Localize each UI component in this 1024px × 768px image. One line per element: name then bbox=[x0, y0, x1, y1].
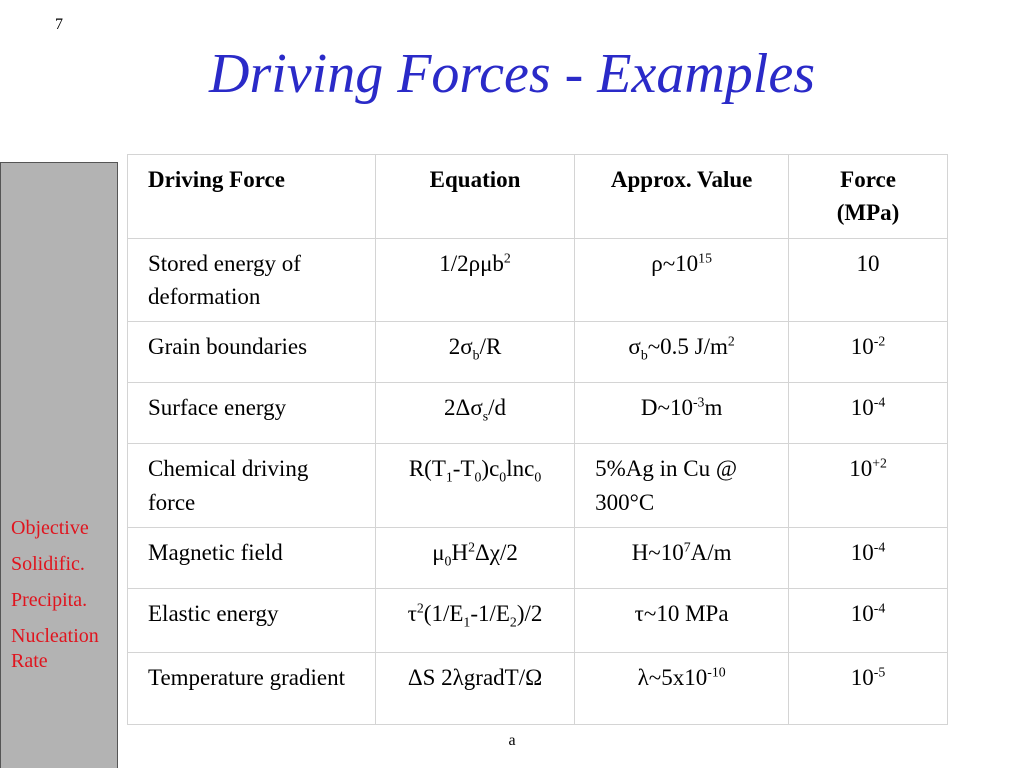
cell-force-mpa: $10^{-4}$ bbox=[789, 589, 948, 653]
cell-equation: $\mu_0H^2\Delta\chi/2$ bbox=[375, 528, 574, 589]
cell-force-mpa: $10^{-4}$ bbox=[789, 528, 948, 589]
cell-approx-value: $\sigma_b\sim 0.5$ $J/m^2$ bbox=[575, 322, 789, 383]
cell-approx-value: τ~10 MPa bbox=[575, 589, 789, 653]
sidebar-link-precipita[interactable]: Precipita. bbox=[11, 589, 88, 611]
header-force-mpa: Force (MPa) bbox=[789, 155, 948, 239]
sidebar-link-nucleation[interactable]: Nucleation bbox=[11, 625, 99, 647]
cell-driving-force: Chemical driving force bbox=[128, 444, 376, 528]
cell-equation: $2\Delta\sigma_s/d$ bbox=[375, 383, 574, 444]
slide-title: Driving Forces - Examples bbox=[209, 43, 815, 105]
cell-approx-value: $H\sim 10^7A/m$ bbox=[575, 528, 789, 589]
cell-approx-value: 5%Ag in Cu @ 300°C bbox=[575, 444, 789, 528]
table-header-row bbox=[128, 155, 948, 239]
cell-driving-force: Elastic energy bbox=[128, 589, 376, 653]
cell-force-mpa: $10^{+2}$ bbox=[789, 444, 948, 528]
cell-approx-value: $\lambda\sim 5x10^{-10}$ bbox=[575, 653, 789, 725]
cell-approx-value: $\rho\sim 10^{15}$ bbox=[575, 238, 789, 322]
sidebar-link-objective[interactable]: Objective bbox=[11, 517, 89, 539]
table-row bbox=[128, 444, 948, 528]
slide-number: 7 bbox=[55, 16, 63, 33]
cell-force-mpa: 10 bbox=[789, 238, 948, 322]
table-body bbox=[128, 238, 948, 724]
sidebar-link-rate[interactable]: Rate bbox=[11, 650, 48, 672]
table-row bbox=[128, 528, 948, 589]
cell-force-mpa: $10^{-5}$ bbox=[789, 653, 948, 725]
driving-forces-table bbox=[127, 154, 948, 725]
cell-driving-force: Temperature gradient bbox=[128, 653, 376, 725]
table-row bbox=[128, 322, 948, 383]
cell-driving-force: Magnetic field bbox=[128, 528, 376, 589]
cell-force-mpa: $10^{-2}$ bbox=[789, 322, 948, 383]
header-equation: Equation bbox=[375, 155, 574, 239]
cell-approx-value: $D\sim 10^{-3}m$ bbox=[575, 383, 789, 444]
sidebar-panel bbox=[0, 162, 118, 768]
cell-driving-force: Grain boundaries bbox=[128, 322, 376, 383]
header-driving-force: Driving Force bbox=[128, 155, 376, 239]
cell-equation: ΔS 2λgradT/Ω bbox=[375, 653, 574, 725]
table-row bbox=[128, 653, 948, 725]
cell-force-mpa: $10^{-4}$ bbox=[789, 383, 948, 444]
table-row bbox=[128, 383, 948, 444]
cell-equation: $R(T_1-T_0)c_0\ln c_0$ bbox=[375, 444, 574, 528]
table-row bbox=[128, 238, 948, 322]
slide-footer: a bbox=[508, 732, 516, 749]
table-row bbox=[128, 589, 948, 653]
header-approx-value: Approx. Value bbox=[575, 155, 789, 239]
cell-equation: $\tau^2(1/E_1-1/E_2)/2$ bbox=[375, 589, 574, 653]
cell-equation: 1/2ρμb$^2$ bbox=[375, 238, 574, 322]
sidebar-links bbox=[11, 516, 99, 685]
sidebar-link-solidific[interactable]: Solidific. bbox=[11, 553, 85, 575]
cell-driving-force: Stored energy of deformation bbox=[128, 238, 376, 322]
cell-driving-force: Surface energy bbox=[128, 383, 376, 444]
cell-equation: $2\sigma_b/R$ bbox=[375, 322, 574, 383]
